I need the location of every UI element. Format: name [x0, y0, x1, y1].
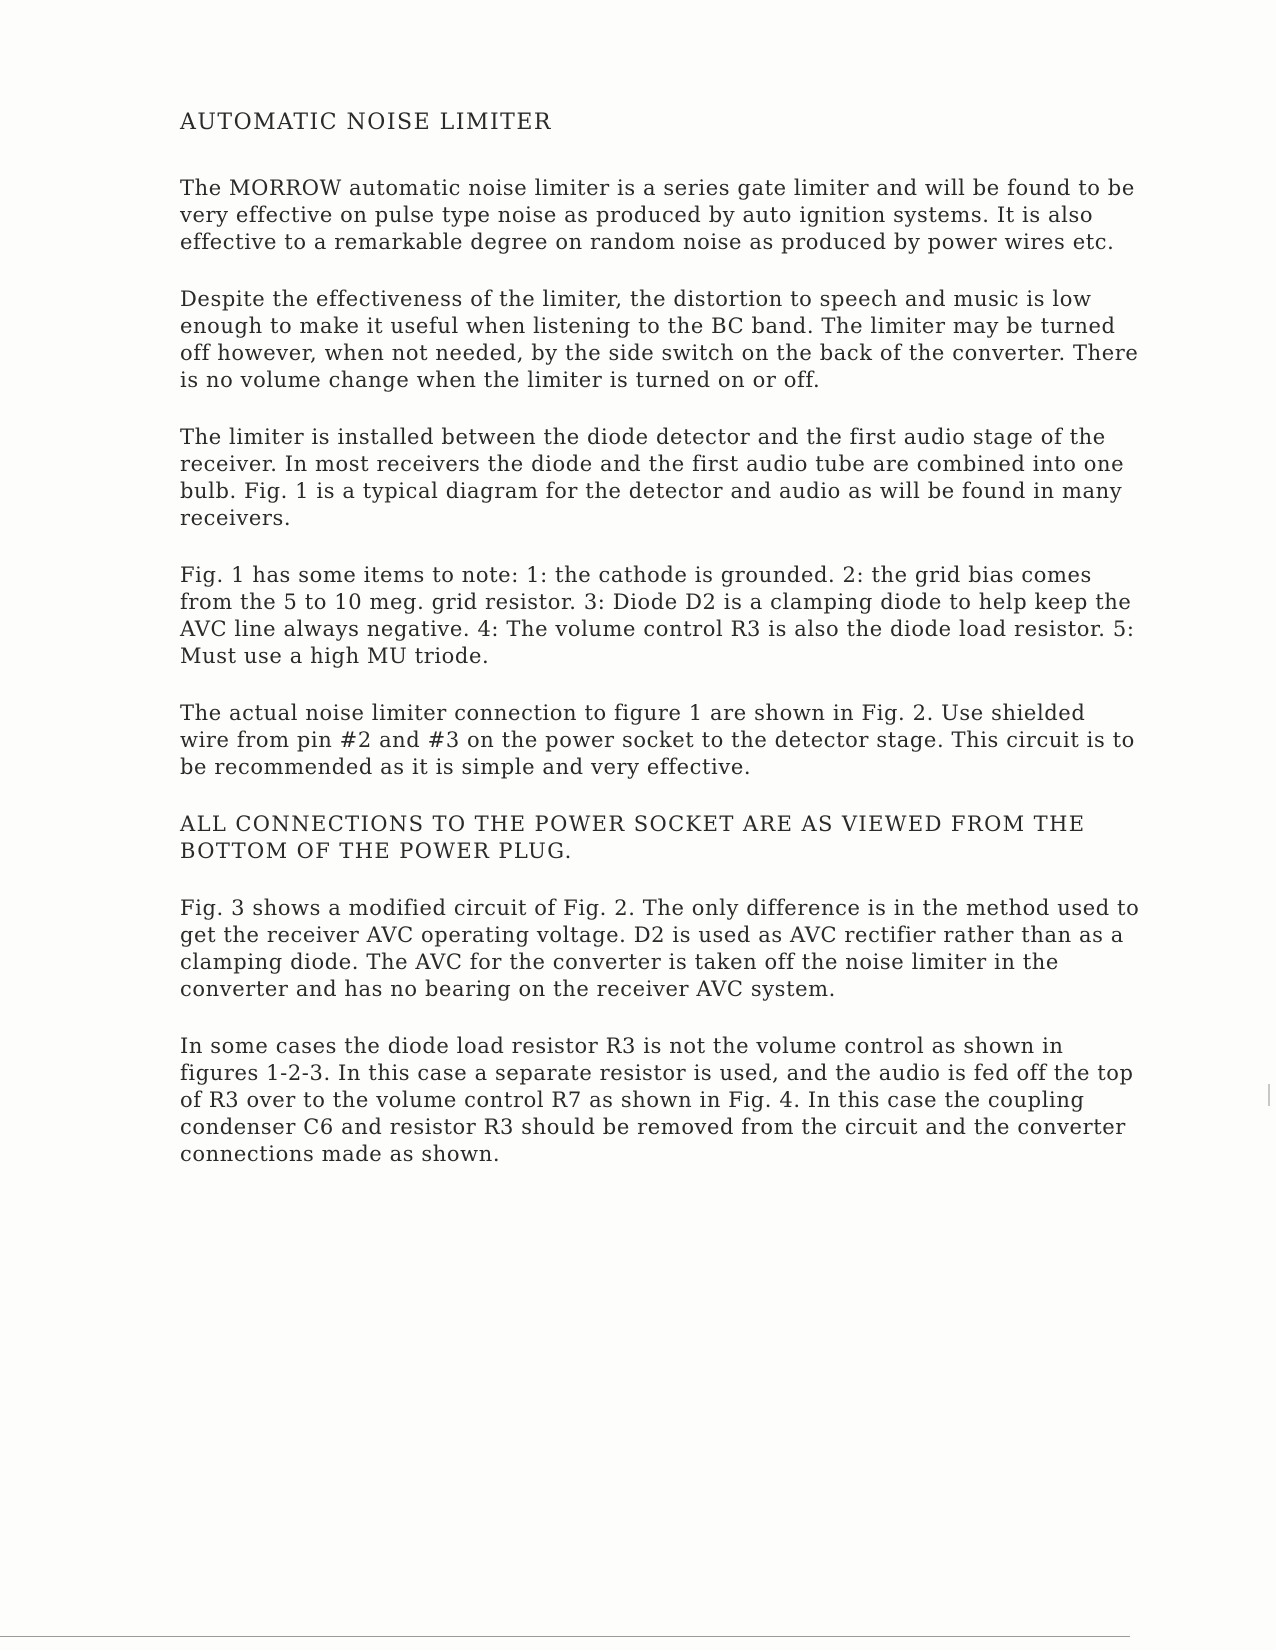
paragraph-installation: The limiter is installed between the diode detector and the first audio stage of the receiver. In most receivers the diode and the first audio tube are combined into one bulb. Fig. 1 is a typical diagram for the detector and audio as will be found in many receivers. [180, 425, 1125, 530]
paragraph-fig2-connection: The actual noise limiter connection to figure 1 are shown in Fig. 2. Use shielded wire from pin #2 and #3 on the power socket to the detector stage. This circuit is to be recommended as it is simple and very effective. [180, 701, 1135, 779]
paragraph-distortion: Despite the effectiveness of the limiter, the distortion to speech and music is low enough to make it useful when listening to the BC band. The limiter may be turned off however, when not needed, by the side switch on the back of the converter. There is no volume change when the limiter is turned on or off. [180, 287, 1139, 392]
document-title: AUTOMATIC NOISE LIMITER [180, 110, 552, 135]
paragraph-fig3-modified: Fig. 3 shows a modified circuit of Fig. 2. The only difference is in the method used to get the receiver AVC operating voltage. D2 is used as AVC rectifier rather than as a clamping diode. The AVC for the converter is taken off the noise limiter in the converter and has no bearing on the receiver AVC system. [180, 896, 1140, 1001]
paragraph-intro: The MORROW automatic noise limiter is a series gate limiter and will be found to be very effective on pulse type noise as produced by auto ignition systems. It is also effective to a remarkable degree on random noise as produced by power wires etc. [180, 176, 1135, 254]
paragraph-fig4-volume: In some cases the diode load resistor R3 is not the volume control as shown in figures 1-2-3. In this case a separate resistor is used, and the audio is fed off the top of R3 over to the volume control R7 as shown in Fig. 4. In this case the coupling condenser C6 and resistor R3 should be removed from the circuit and the converter connections made as shown. [180, 1034, 1134, 1166]
page-bottom-rule [0, 1636, 1130, 1637]
scan-margin-mark [1268, 1084, 1270, 1106]
paragraph-socket-warning: ALL CONNECTIONS TO THE POWER SOCKET ARE AS VIEWED FROM THE BOTTOM OF THE POWER PLUG. [180, 812, 1086, 863]
document-body [180, 110, 1140, 1198]
paragraph-fig1-notes: Fig. 1 has some items to note: 1: the cathode is grounded. 2: the grid bias comes from the 5 to 10 meg. grid resistor. 3: Diode D2 is a clamping diode to help keep the AVC line always negative. 4: The volume control R3 is also the diode load resistor. 5: Must use a high MU triode. [180, 563, 1135, 668]
